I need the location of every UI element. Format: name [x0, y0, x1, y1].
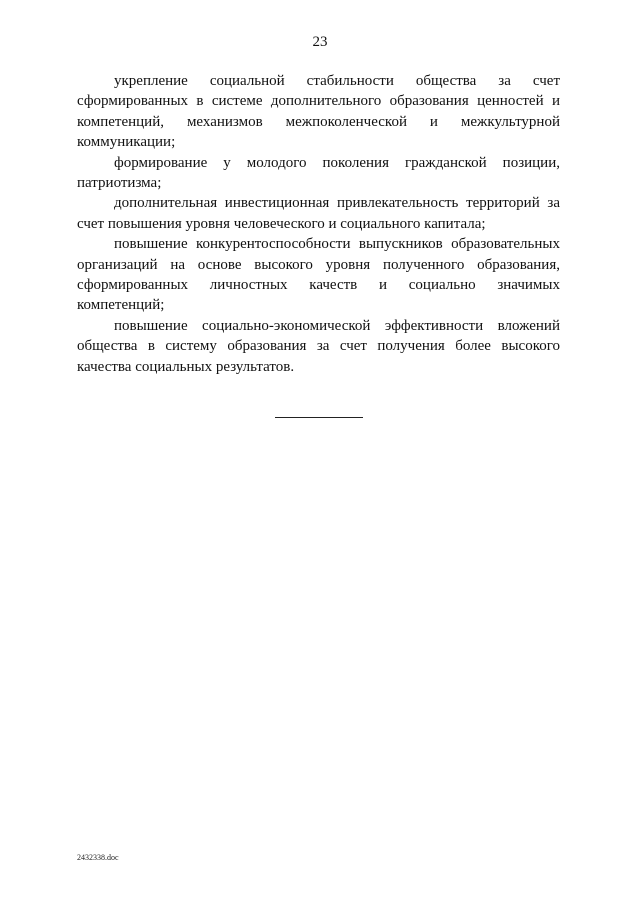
paragraph-investment-attractiveness: дополнительная инвестиционная привлекательность территорий за счет повышения уровня человеческого и социального капитала; [77, 195, 560, 232]
footer-file-name: 2432338.doc [77, 853, 119, 862]
page-number: 23 [312, 34, 328, 50]
paragraph-social-stability: укрепление социальной стабильности общества за счет сформированных в системе дополнительного образования ценностей и компетенций, механизмов межпоколенческой и межкультурной коммуникации; [77, 73, 560, 151]
document-body [77, 71, 560, 377]
paragraph-economic-efficiency: повышение социально-экономической эффективности вложений общества в систему образования за счет получения более высокого качества социальных результатов. [77, 317, 560, 375]
paragraph-civic-position: формирование у молодого поколения гражданской позиции, патриотизма; [77, 154, 560, 192]
paragraph-graduate-competitiveness: повышение конкурентоспособности выпускников образовательных организаций на основе высокого уровня полученного образования, сформированных личностных качеств и социально значимых компетенций; [77, 236, 560, 314]
end-of-text-separator [275, 417, 363, 418]
